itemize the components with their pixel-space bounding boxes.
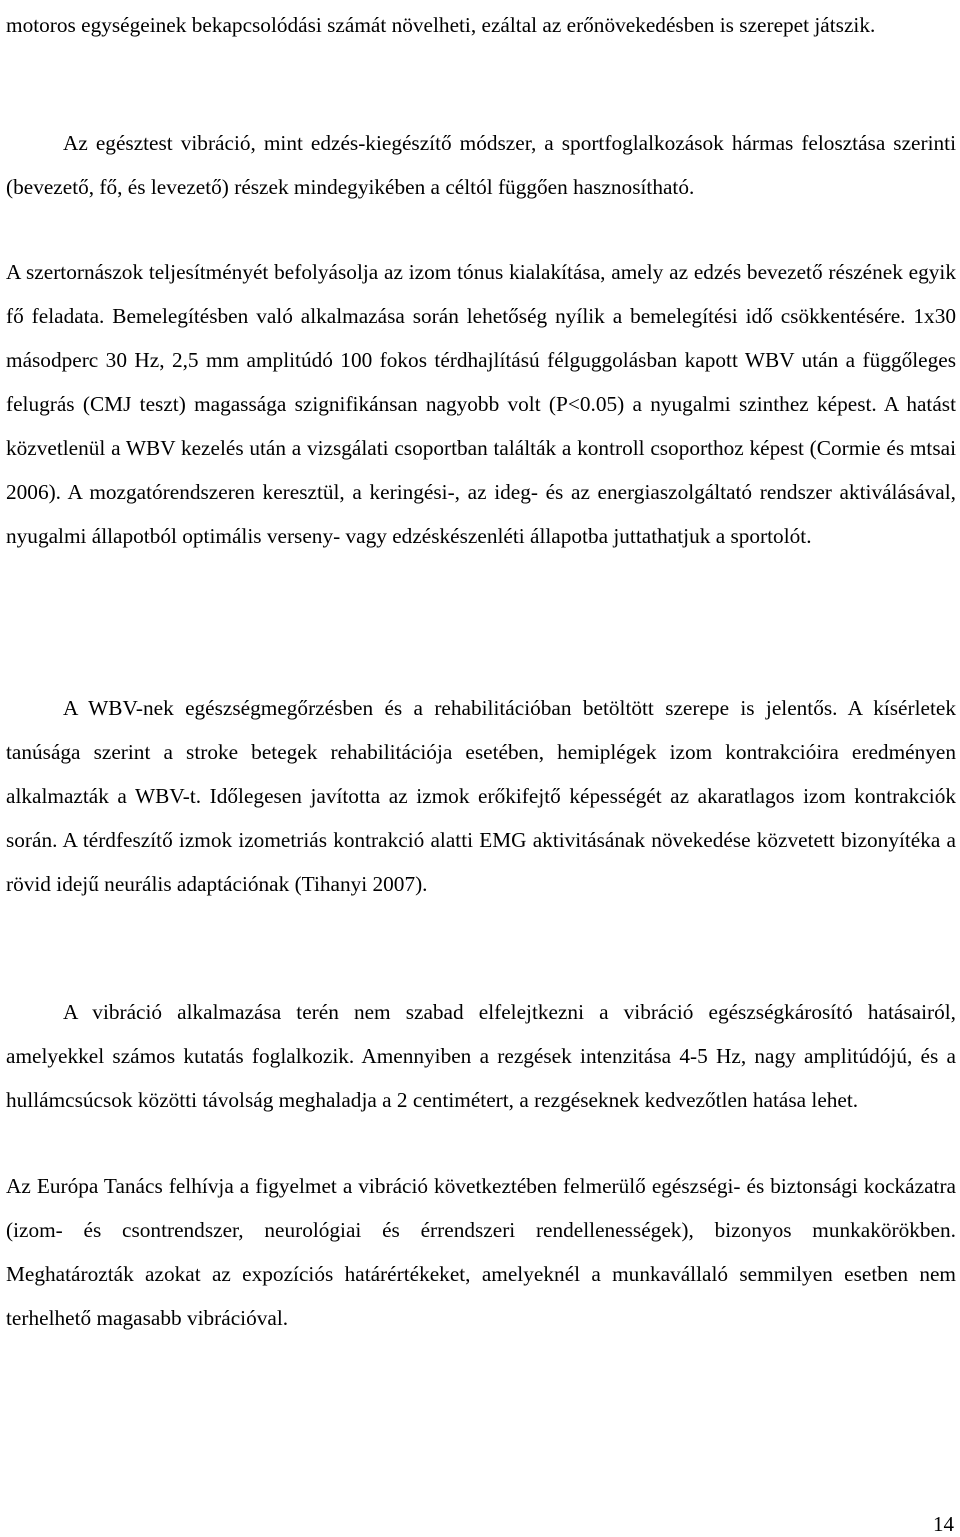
paragraph-whole-body-vibration-training: Az egésztest vibráció, mint edzés-kiegészítő módszer, a sportfoglalkozások hármas felosztása szerinti (bevezető, fő, és levezető) részek mindegyikében a céltól függően hasznosítható. xyxy=(6,131,956,199)
paragraph-health-risks: A vibráció alkalmazása terén nem szabad elfelejtkezni a vibráció egészségkárosító hatásairól, amelyekkel számos kutatás foglalkozik. Amennyiben a rezgések intenzitása 4-5 Hz, nagy amplitúdójú, és a hullámcsúcsok közötti távolság meghaladja a 2 centimétert, a rezgéseknek kedvezőtlen hatása lehet. xyxy=(6,1000,956,1112)
paragraph-european-council: Az Európa Tanács felhívja a figyelmet a vibráció következtében felmerülő egészségi- és biztonsági kockázatra (izom- és csontrendszer, neurológiai és érrendszeri rendellenességek), bizonyos munkakörökben. Meghatározták azokat az expozíciós határértékeket, amelyeknél a munkavállaló semmilyen esetben nem terhelhető magasabb vibrációval. xyxy=(6,1174,956,1330)
paragraph-continuation: motoros egységeinek bekapcsolódási számát növelheti, ezáltal az erőnövekedésben is szerepet játszik. xyxy=(6,13,876,37)
paragraph-gymnasts-warmup: A szertornászok teljesítményét befolyásolja az izom tónus kialakítása, amely az edzés bevezető részének egyik fő feladata. Bemelegítésben való alkalmazása során lehetőség nyílik a bemelegítési idő csökkentésére. 1x30 másodperc 30 Hz, 2,5 mm amplitúdó 100 fokos térdhajlítású félguggolásban kapott WBV után a függőleges felugrás (CMJ teszt) magassága szignifikánsan nagyobb volt (P<0.05) a nyugalmi szinthez képest. A hatást közvetlenül a WBV kezelés után a vizsgálati csoportban találták a kontroll csoporthoz képest (Cormie és mtsai 2006). A mozgatórendszeren keresztül, a keringési-, az ideg- és az energiaszolgáltató rendszer aktiválásával, nyugalmi állapotból optimális verseny- vagy edzéskészenléti állapotba juttathatjuk a sportolót. xyxy=(6,260,956,548)
paragraph-rehabilitation: A WBV-nek egészségmegőrzésben és a rehabilitációban betöltött szerepe is jelentős. A kísérletek tanúsága szerint a stroke betegek rehabilitációja esetében, hemiplégek izom kontrakcióira eredményen alkalmazták a WBV-t. Időlegesen javította az izmok erőkifejtő képességét az akaratlagos izom kontrakciók során. A térdfeszítő izmok izometriás kontrakció alatti EMG aktivitásának növekedése közvetett bizonyítéka a rövid idejű neurális adaptációnak (Tihanyi 2007). xyxy=(6,696,956,896)
page-number: 14 xyxy=(933,1512,954,1536)
